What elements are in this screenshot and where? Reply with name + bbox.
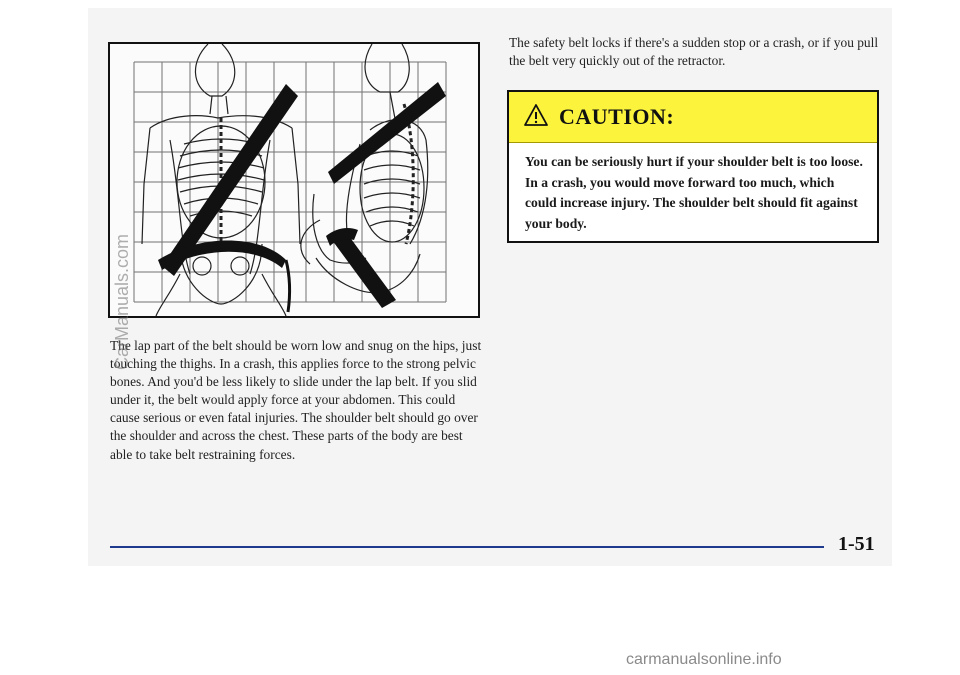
page-number: 1-51 (838, 533, 875, 555)
caution-box (507, 90, 879, 243)
belt-locks-paragraph: The safety belt locks if there's a sudden stop or a crash, or if you pull the belt very quickly out of the retractor. (509, 35, 879, 69)
caution-title: CAUTION: (559, 104, 675, 129)
skeleton-seatbelt-icon (110, 44, 478, 316)
caution-text: You can be seriously hurt if your shoulder belt is too loose. In a crash, you would move forward too much, which could increase injury. The shoulder belt should fit against your body. (525, 154, 863, 231)
side-watermark: CarManuals.com (112, 233, 132, 370)
warning-triangle-icon (523, 103, 549, 127)
footer-rule (110, 546, 824, 548)
lap-belt-paragraph: The lap part of the belt should be worn low and snug on the hips, just touching the thighs. In a crash, this applies force to the strong pelvic bones. And you'd be less likely to slide under the lap belt. If you slid under it, the belt would apply force at your abdomen. This could cause serious or even fatal injuries. The shoulder belt should go over the shoulder and across the chest. These parts of the body are best able to take belt restraining forces. (110, 338, 482, 462)
seatbelt-illustration (108, 42, 480, 318)
caution-header (509, 92, 877, 143)
bottom-watermark: carmanualsonline.info (626, 651, 782, 668)
